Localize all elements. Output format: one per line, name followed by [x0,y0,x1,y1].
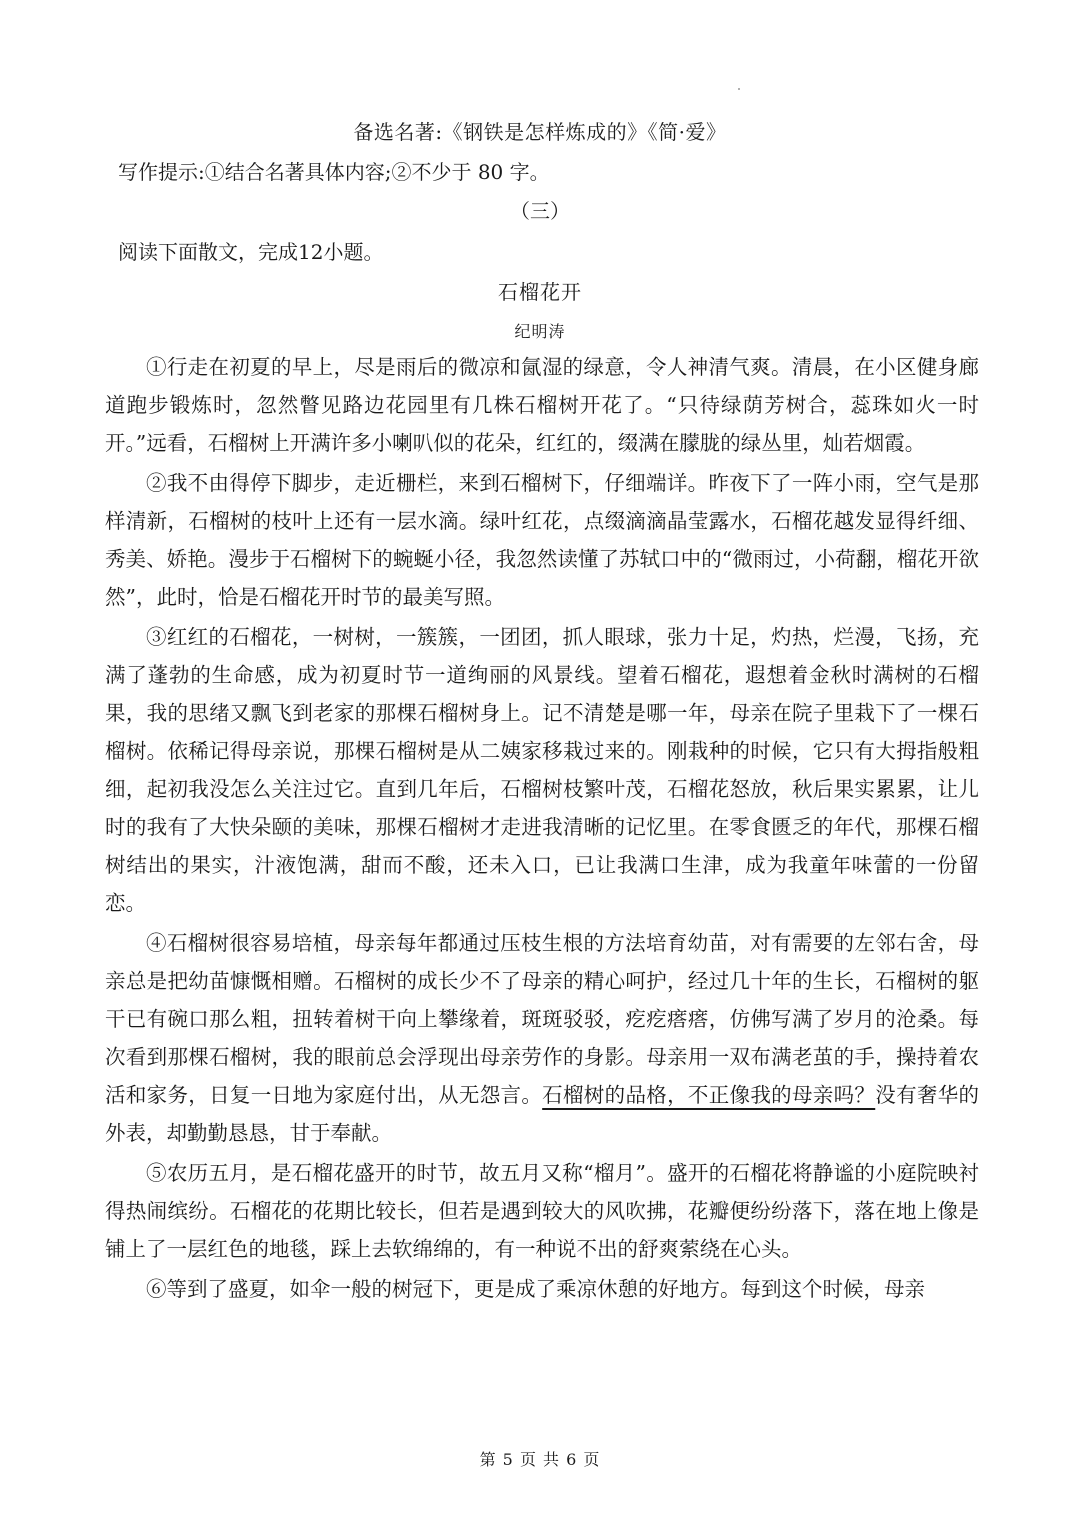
paragraph-6: ⑥等到了盛夏，如伞一般的树冠下，更是成了乘凉休憩的好地方。每到这个时候，母亲 [146,1277,925,1302]
paragraph-3: ③红红的石榴花，一树树，一簇簇，一团团，抓人眼球，张力十足，灼热，烂漫，飞扬，充满了蓬勃的生命感，成为初夏时节一道绚丽的风景线。望着石榴花，遐想着金秋时满树的石榴果，我的思绪又飘飞到老家的那棵石榴树身上。记不清楚是哪一年，母亲在院子里栽下了一棵石榴树。依稀记得母亲说，那棵石榴树是从二姨家移栽过来的。刚栽种的时候，它只有大拇指般粗细，起初我没怎么关注过它。直到几年后，石榴树枝繁叶茂，石榴花怒放，秋后果实累累，让儿时的我有了大快朵颐的美味，那棵石榴树才走进我清晰的记忆里。在零食匮乏的年代，那棵石榴树结出的果实，汁液饱满，甜而不酸，还未入口，已让我满口生津，成为我童年味蕾的一份留恋。 [105,625,979,915]
essay-body [105,349,979,1309]
essay-author: 纪明涛 [514,322,566,341]
paragraph-4-text-before: ④石榴树很容易培植，母亲每年都通过压枝生根的方法培育幼苗，对有需要的左邻右舍，母亲总是把幼苗慷慨相赠。石榴树的成长少不了母亲的精心呵护，经过几十年的生长，石榴树的躯干已有碗口那么粗，扭转着树干向上攀缘着，斑斑驳驳，疙疙瘩瘩，仿佛写满了岁月的沧桑。每次看到那棵石榴树，我的眼前总会浮现出母亲劳作的身影。母亲用一双布满老茧的手，操持着农活和家务，日复一日地为家庭付出，从无怨言。 [105,931,979,1107]
writing-hint: 写作提示:①结合名著具体内容;②不少于 80 字。 [118,160,550,184]
scan-speck [738,88,740,90]
paragraph-5: ⑤农历五月，是石榴花盛开的时节，故五月又称“榴月”。盛开的石榴花将静谧的小庭院映衬得热闹缤纷。石榴花的花期比较长，但若是遇到较大的风吹拂，花瓣便纷纷落下，落在地上像是铺上了一层红色的地毯，踩上去软绵绵的，有一种说不出的舒爽萦绕在心头。 [105,1161,979,1261]
paragraph-4-text-after: 没有奢华的外表，却勤勤恳恳，甘于奉献。 [105,1082,980,1145]
paragraph-1: ①行走在初夏的早上，尽是雨后的微凉和氤湿的绿意，令人神清气爽。清晨，在小区健身廊道跑步锻炼时，忽然瞥见路边花园里有几株石榴树开花了。“只待绿荫芳树合，蕊珠如火一时开。”远看，石榴树上开满许多小喇叭似的花朵，红红的，缀满在朦胧的绿丛里，灿若烟霞。 [105,355,979,455]
paragraph-2: ②我不由得停下脚步，走近栅栏，来到石榴树下，仔细端详。昨夜下了一阵小雨，空气是那样清新，石榴树的枝叶上还有一层水滴。绿叶红花，点缀滴滴晶莹露水，石榴花越发显得纤细、秀美、娇艳。漫步于石榴树下的蜿蜒小径，我忽然读懂了苏轼口中的“微雨过，小荷翻，榴花开欲然”，此时，恰是石榴花开时节的最美写照。 [105,471,979,609]
optional-books-line [0,116,1080,145]
paragraph-4 [105,925,979,1152]
optional-books-text: 备选名著:《钢铁是怎样炼成的》《简·爱》 [353,120,727,144]
section-number: （三） [510,199,570,223]
underlined-sentence: 石榴树的品格，不正像我的母亲吗？ [542,1082,876,1107]
page-indicator: 第 5 页 共 6 页 [479,1450,601,1469]
essay-title: 石榴花开 [498,280,582,304]
reading-instruction: 阅读下面散文，完成12小题。 [118,240,384,264]
